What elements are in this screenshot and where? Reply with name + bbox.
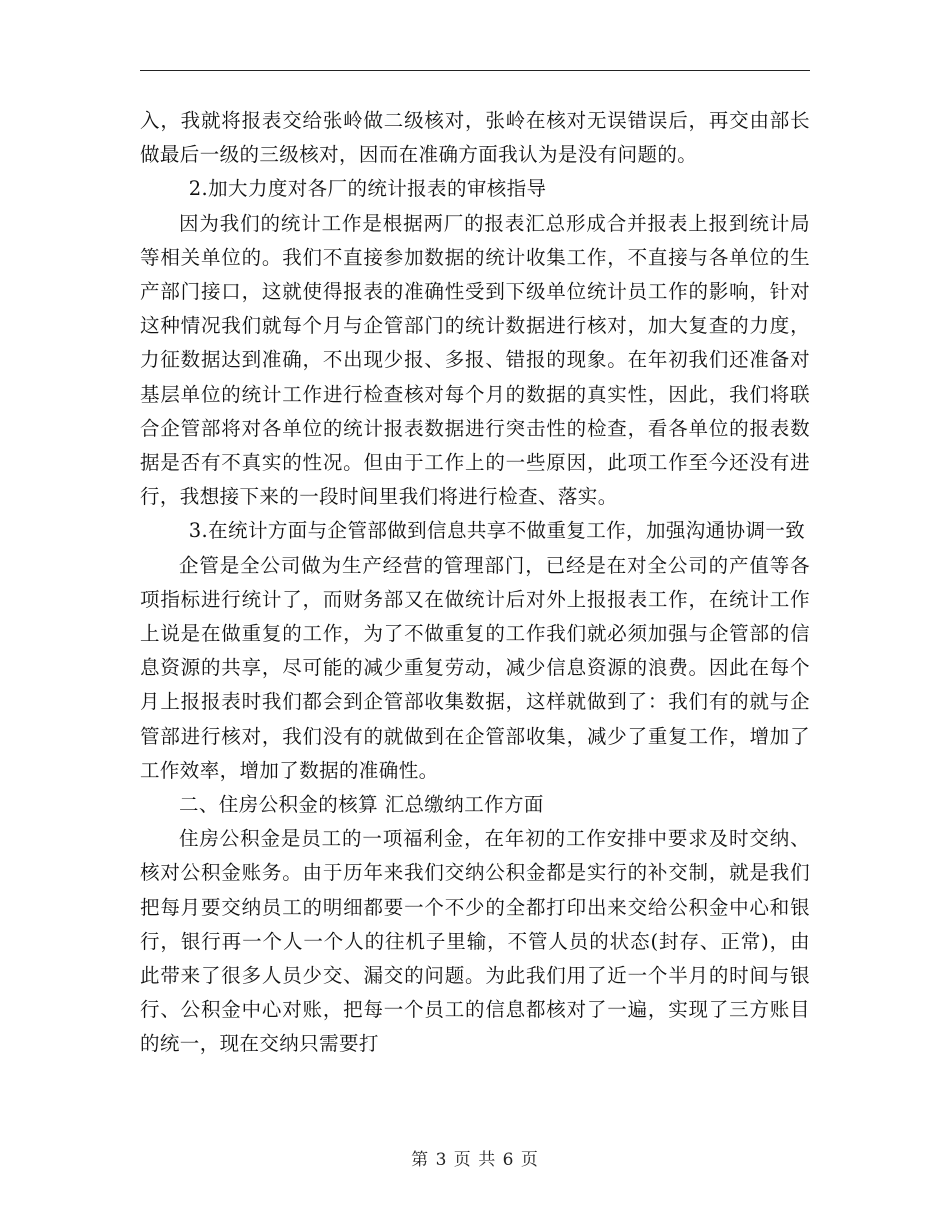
paragraph-statistics-review: 因为我们的统计工作是根据两厂的报表汇总形成合并报表上报到统计局等相关单位的。我们不直接参加数据的统计收集工作，不直接与各单位的生产部门接口，这就使得报表的准确性受到下级单位统计员工作的影响，针对这种情况我们就每个月与企管部门的统计数据进行核对，加大复查的力度，力征数据达到准确，不出现少报、多报、错报的现象。在年初我们还准备对基层单位的统计工作进行检查核对每个月的数据的真实性，因此，我们将联合企管部将对各单位的统计报表数据进行突击性的检查，看各单位的报表数据是否有不真实的性况。但由于工作上的一些原因，此项工作至今还没有进行，我想接下来的一段时间里我们将进行检查、落实。 [140,211,810,509]
section-heading-2: 2.加大力度对各厂的统计报表的审核指导 [188,177,547,201]
header-rule [140,70,810,71]
page-number-footer: 第 3 页 共 6 页 [411,1150,539,1170]
document-body [140,104,810,1062]
paragraph-information-sharing: 企管是全公司做为生产经营的管理部门，已经是在对全公司的产值等各项指标进行统计了，而财务部又在做统计后对外上报报表工作，在统计工作上说是在做重复的工作，为了不做重复的工作我们就必须加强与企管部的信息资源的共享，尽可能的减少重复劳动，减少信息资源的浪费。因此在每个月上报报表时我们都会到企管部收集数据，这样就做到了：我们有的就与企管部进行核对，我们没有的就做到在企管部收集，减少了重复工作，增加了工作效率，增加了数据的准确性。 [140,553,810,782]
paragraph-housing-fund: 住房公积金是员工的一项福利金，在年初的工作安排中要求及时交纳、核对公积金账务。由于历年来我们交纳公积金都是实行的补交制，就是我们把每月要交纳员工的明细都要一个不少的全都打印出来交给公积金中心和银行，银行再一个人一个人的往机子里输，不管人员的状态(封存、正常)，由此带来了很多人员少交、漏交的问题。为此我们用了近一个半月的时间与银行、公积金中心对账，把每一个员工的信息都核对了一遍，实现了三方账目的统一，现在交纳只需要打 [140,827,810,1056]
section-heading-housing-fund: 二、住房公积金的核算 汇总缴纳工作方面 [179,793,544,817]
paragraph-continuation: 入，我就将报表交给张岭做二级核对，张岭在核对无误错误后，再交由部长做最后一级的三级核对，因而在准确方面我认为是没有问题的。 [140,109,810,167]
section-heading-3: 3.在统计方面与企管部做到信息共享不做重复工作，加强沟通协调一致 [188,519,806,543]
